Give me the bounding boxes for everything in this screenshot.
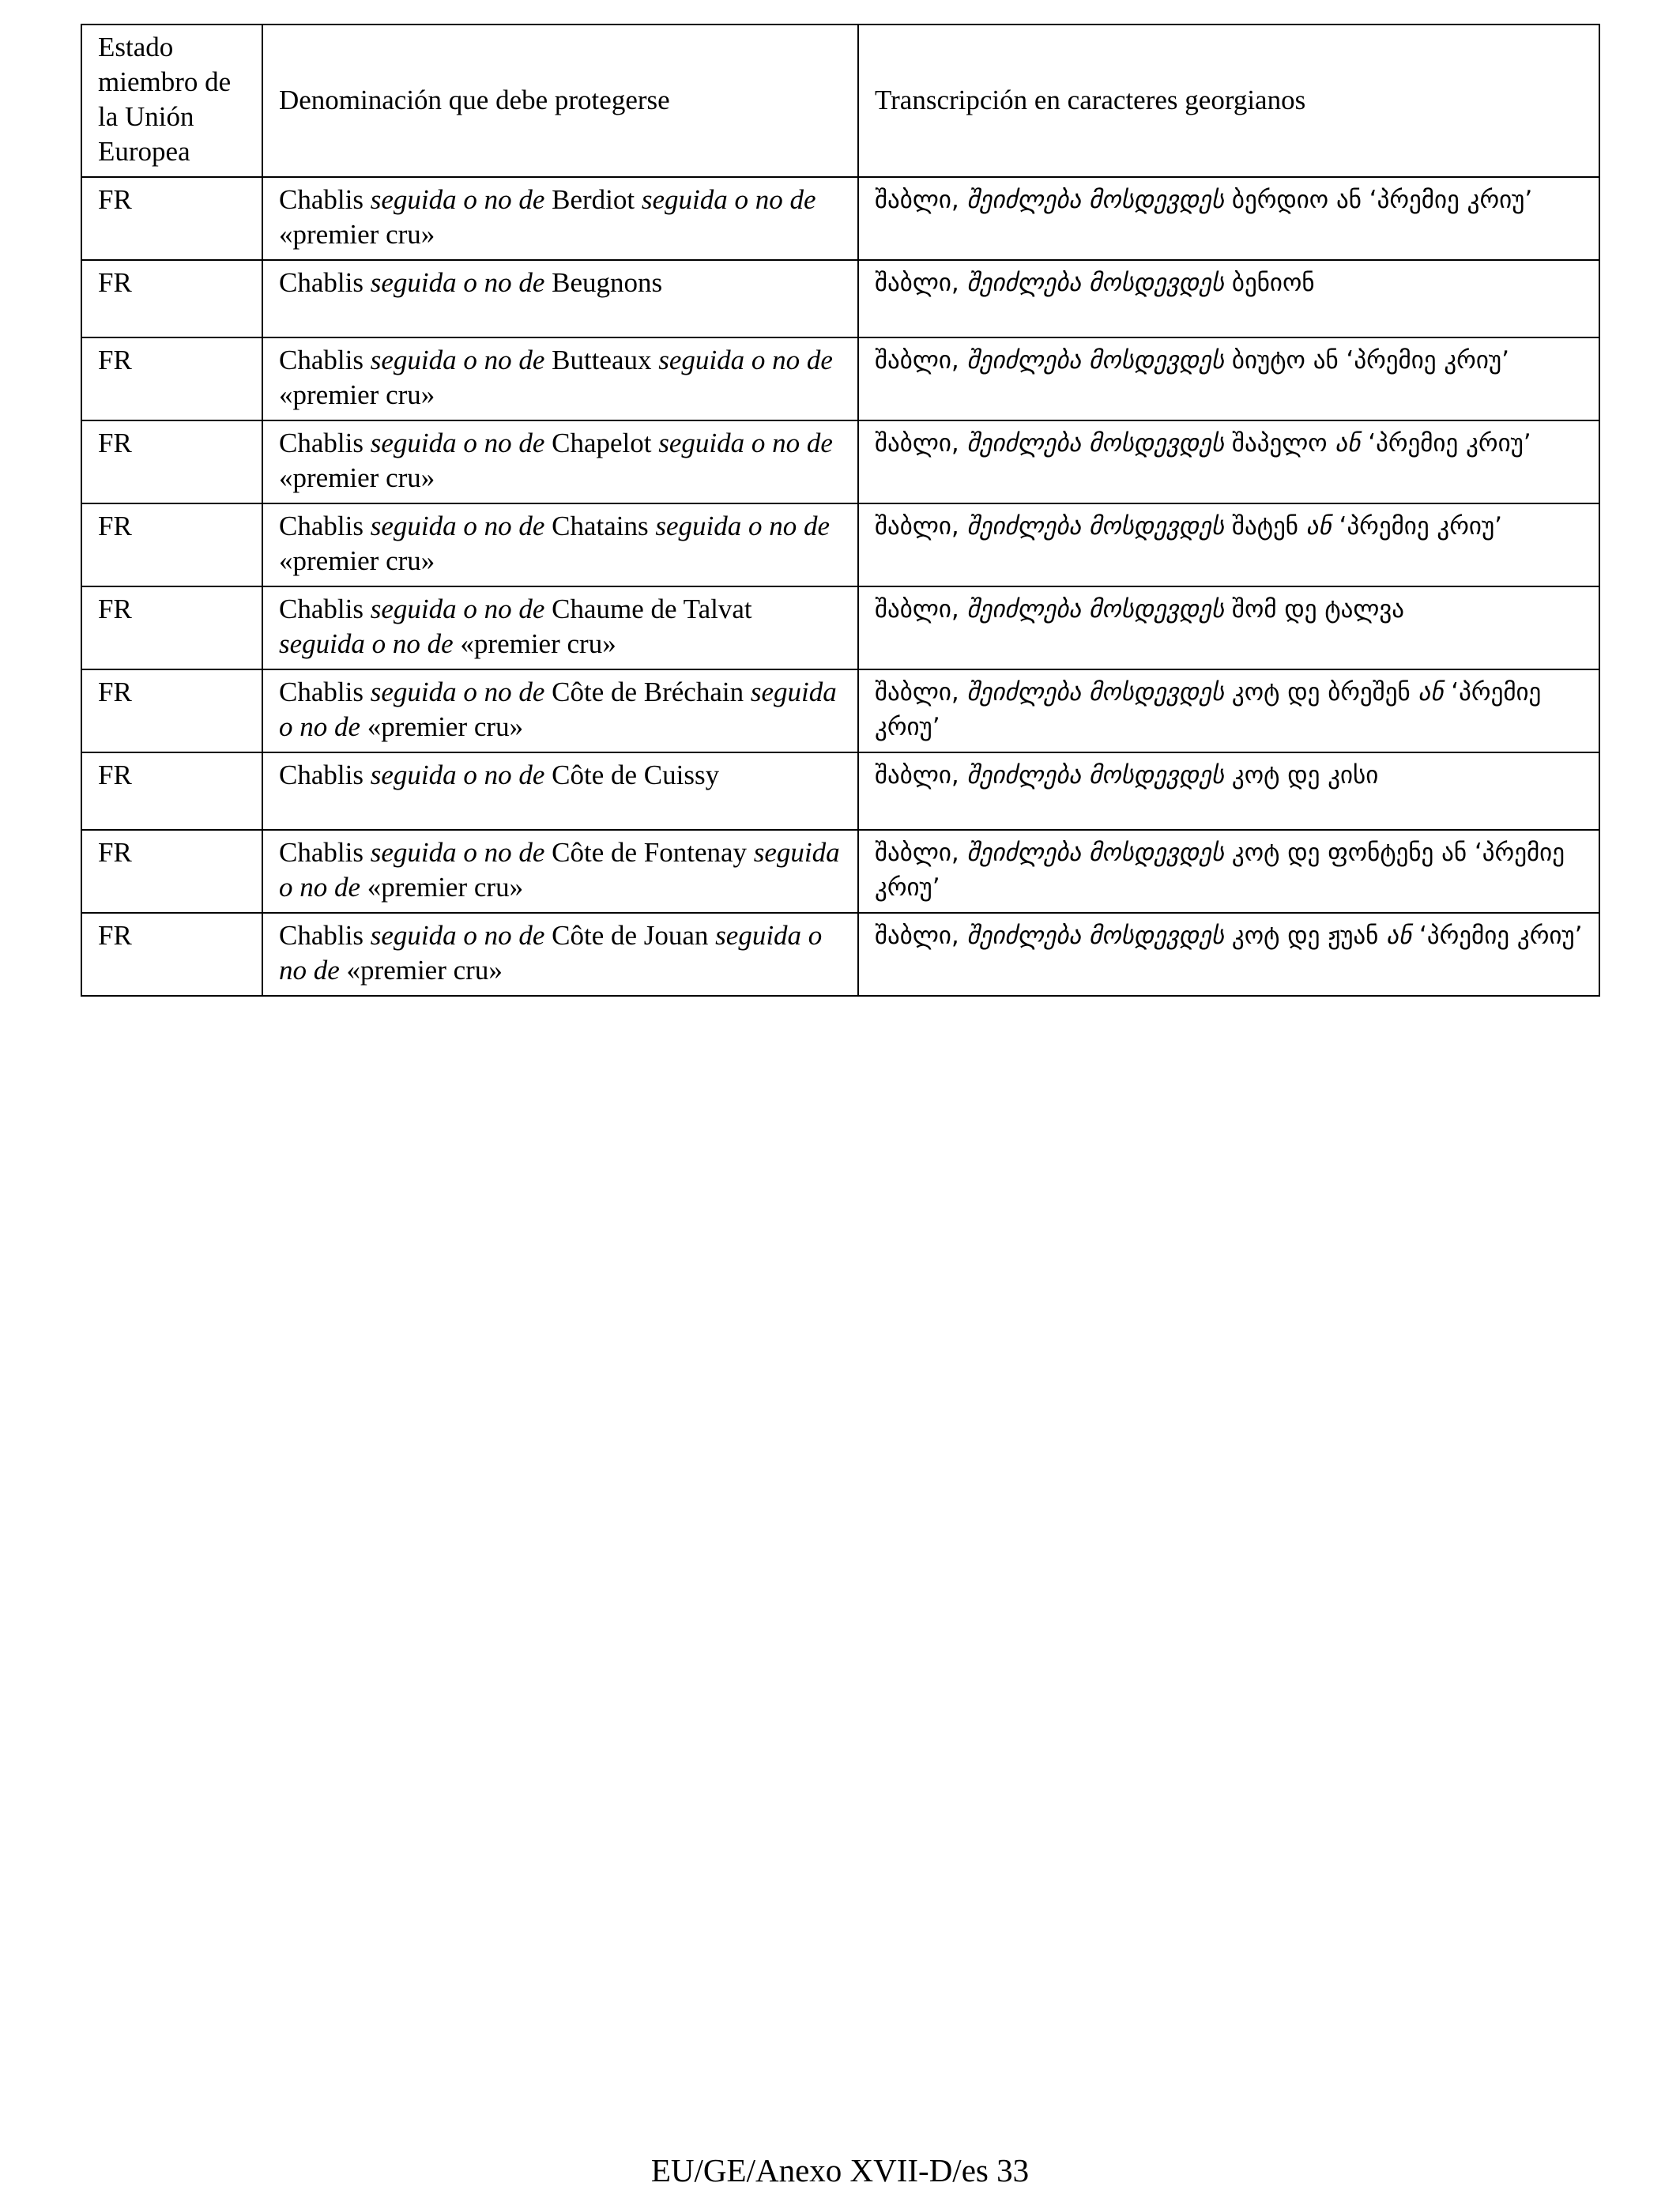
- text-segment: Côte de Fontenay: [544, 837, 754, 868]
- member-state-cell: FR: [81, 669, 262, 752]
- text-segment: «premier cru»: [339, 955, 503, 986]
- italic-text-segment: seguida o no de: [279, 920, 823, 986]
- denomination-cell: [262, 260, 858, 337]
- italic-text-segment: seguida o no de: [658, 345, 833, 375]
- text-segment: შაბლი,: [875, 922, 967, 950]
- member-state-cell: FR: [81, 830, 262, 913]
- header-denomination: Denominación que debe protegerse: [262, 25, 858, 177]
- text-segment: «premier cru»: [453, 628, 616, 659]
- denomination-cell: [262, 337, 858, 420]
- text-segment: შაბლი,: [875, 678, 967, 707]
- georgian-transcription-cell: [858, 503, 1599, 586]
- denominations-table: [81, 24, 1600, 997]
- text-segment: შაბლი,: [875, 595, 967, 624]
- text-segment: კოტ დე ფონტენე ან ‘პრემიე კრიუ’: [875, 839, 1565, 902]
- italic-text-segment: seguida o no de: [370, 677, 545, 707]
- text-segment: Chablis: [279, 760, 371, 790]
- header-georgian-transcription: Transcripción en caracteres georgianos: [858, 25, 1599, 177]
- italic-text-segment: ან: [1335, 429, 1361, 458]
- italic-text-segment: შეიძლება მოსდევდეს: [966, 429, 1225, 458]
- text-segment: Chapelot: [544, 428, 659, 458]
- table-row: [81, 177, 1599, 260]
- denomination-cell: [262, 669, 858, 752]
- text-segment: შაბლი,: [875, 761, 967, 790]
- italic-text-segment: ან: [1386, 922, 1412, 950]
- georgian-transcription-cell: [858, 420, 1599, 503]
- italic-text-segment: seguida o no de: [279, 628, 454, 659]
- text-segment: ბერდიო ან ‘პრემიე კრიუ’: [1224, 186, 1533, 214]
- denomination-cell: [262, 420, 858, 503]
- member-state-cell: FR: [81, 913, 262, 996]
- italic-text-segment: შეიძლება მოსდევდეს: [966, 761, 1225, 790]
- italic-text-segment: შეიძლება მოსდევდეს: [966, 346, 1225, 375]
- member-state-cell: FR: [81, 503, 262, 586]
- denomination-cell: [262, 752, 858, 830]
- italic-text-segment: შეიძლება მოსდევდეს: [966, 839, 1225, 867]
- text-segment: Chaume de Talvat: [544, 594, 752, 624]
- italic-text-segment: seguida o no de: [370, 837, 545, 868]
- table-row: [81, 503, 1599, 586]
- text-segment: Berdiot: [544, 184, 642, 215]
- table-row: [81, 420, 1599, 503]
- georgian-transcription-cell: [858, 669, 1599, 752]
- text-segment: Chablis: [279, 594, 371, 624]
- header-member-state: Estado miembro de la Unión Europea: [81, 25, 262, 177]
- text-segment: «premier cru»: [360, 711, 524, 742]
- italic-text-segment: შეიძლება მოსდევდეს: [966, 186, 1225, 214]
- text-segment: კოტ დე კისი: [1224, 761, 1379, 790]
- denomination-cell: [262, 830, 858, 913]
- text-segment: «premier cru»: [279, 219, 435, 250]
- italic-text-segment: seguida o no de: [370, 345, 545, 375]
- italic-text-segment: ან: [1305, 512, 1332, 541]
- text-segment: ბიუტო ან ‘პრემიე კრიუ’: [1224, 346, 1509, 375]
- denomination-cell: [262, 586, 858, 669]
- text-segment: «premier cru»: [279, 462, 435, 493]
- text-segment: Chablis: [279, 345, 371, 375]
- table-row: [81, 830, 1599, 913]
- text-segment: Chablis: [279, 428, 371, 458]
- text-segment: Côte de Jouan: [544, 920, 716, 951]
- table-row: [81, 260, 1599, 337]
- georgian-transcription-cell: [858, 337, 1599, 420]
- text-segment: კოტ დე ბრეშენ: [1224, 678, 1418, 707]
- italic-text-segment: seguida o no de: [370, 267, 545, 298]
- text-segment: ბენიონ: [1224, 269, 1315, 297]
- text-segment: ‘პრემიე კრიუ’: [875, 678, 1542, 741]
- italic-text-segment: seguida o no de: [370, 594, 545, 624]
- text-segment: Côte de Cuissy: [544, 760, 720, 790]
- member-state-cell: FR: [81, 177, 262, 260]
- text-segment: შაბლი,: [875, 269, 967, 297]
- text-segment: Chablis: [279, 511, 371, 541]
- member-state-cell: FR: [81, 420, 262, 503]
- text-segment: Chablis: [279, 837, 371, 868]
- text-segment: შაბლი,: [875, 346, 967, 375]
- table-row: [81, 337, 1599, 420]
- table-row: [81, 752, 1599, 830]
- georgian-transcription-cell: [858, 913, 1599, 996]
- text-segment: შაბლი,: [875, 512, 967, 541]
- italic-text-segment: seguida o no de: [370, 920, 545, 951]
- member-state-cell: FR: [81, 586, 262, 669]
- georgian-transcription-cell: [858, 177, 1599, 260]
- table-row: [81, 669, 1599, 752]
- member-state-cell: FR: [81, 337, 262, 420]
- denomination-cell: [262, 503, 858, 586]
- text-segment: შაბლი,: [875, 186, 967, 214]
- member-state-cell: FR: [81, 260, 262, 337]
- text-segment: Côte de Bréchain: [544, 677, 751, 707]
- table-row: [81, 913, 1599, 996]
- text-segment: შაპელო: [1224, 429, 1335, 458]
- text-segment: შომ დე ტალვა: [1224, 595, 1404, 624]
- georgian-transcription-cell: [858, 586, 1599, 669]
- italic-text-segment: seguida o no de: [279, 837, 840, 903]
- text-segment: «premier cru»: [360, 872, 524, 903]
- italic-text-segment: seguida o no de: [370, 511, 545, 541]
- italic-text-segment: seguida o no de: [370, 428, 545, 458]
- text-segment: Chatains: [544, 511, 656, 541]
- italic-text-segment: შეიძლება მოსდევდეს: [966, 678, 1225, 707]
- text-segment: «premier cru»: [279, 545, 435, 576]
- italic-text-segment: შეიძლება მოსდევდეს: [966, 595, 1225, 624]
- italic-text-segment: შეიძლება მოსდევდეს: [966, 269, 1225, 297]
- italic-text-segment: ან: [1418, 678, 1444, 707]
- italic-text-segment: seguida o no de: [370, 760, 545, 790]
- denomination-cell: [262, 913, 858, 996]
- georgian-transcription-cell: [858, 830, 1599, 913]
- text-segment: Chablis: [279, 184, 371, 215]
- italic-text-segment: შეიძლება მოსდევდეს: [966, 922, 1225, 950]
- italic-text-segment: seguida o no de: [641, 184, 816, 215]
- text-segment: Chablis: [279, 920, 371, 951]
- georgian-transcription-cell: [858, 260, 1599, 337]
- text-segment: კოტ დე ჟუან: [1224, 922, 1387, 950]
- page-footer: EU/GE/Anexo XVII-D/es 33: [650, 2152, 1030, 2188]
- text-segment: Chablis: [279, 267, 371, 298]
- text-segment: Chablis: [279, 677, 371, 707]
- table-header-row: [81, 25, 1599, 177]
- italic-text-segment: seguida o no de: [279, 677, 837, 742]
- text-segment: შაბლი,: [875, 429, 967, 458]
- italic-text-segment: შეიძლება მოსდევდეს: [966, 512, 1225, 541]
- georgian-transcription-cell: [858, 752, 1599, 830]
- table-body: [81, 25, 1599, 996]
- text-segment: «premier cru»: [279, 379, 435, 410]
- text-segment: ‘პრემიე კრიუ’: [1411, 922, 1583, 950]
- text-segment: შაბლი,: [875, 839, 967, 867]
- text-segment: ‘პრემიე კრიუ’: [1331, 512, 1503, 541]
- italic-text-segment: seguida o no de: [655, 511, 831, 541]
- text-segment: შატენ: [1224, 512, 1306, 541]
- text-segment: Beugnons: [544, 267, 663, 298]
- text-segment: Butteaux: [544, 345, 659, 375]
- italic-text-segment: seguida o no de: [658, 428, 833, 458]
- member-state-cell: FR: [81, 752, 262, 830]
- table-row: [81, 586, 1599, 669]
- denomination-cell: [262, 177, 858, 260]
- text-segment: ‘პრემიე კრიუ’: [1360, 429, 1531, 458]
- italic-text-segment: seguida o no de: [370, 184, 545, 215]
